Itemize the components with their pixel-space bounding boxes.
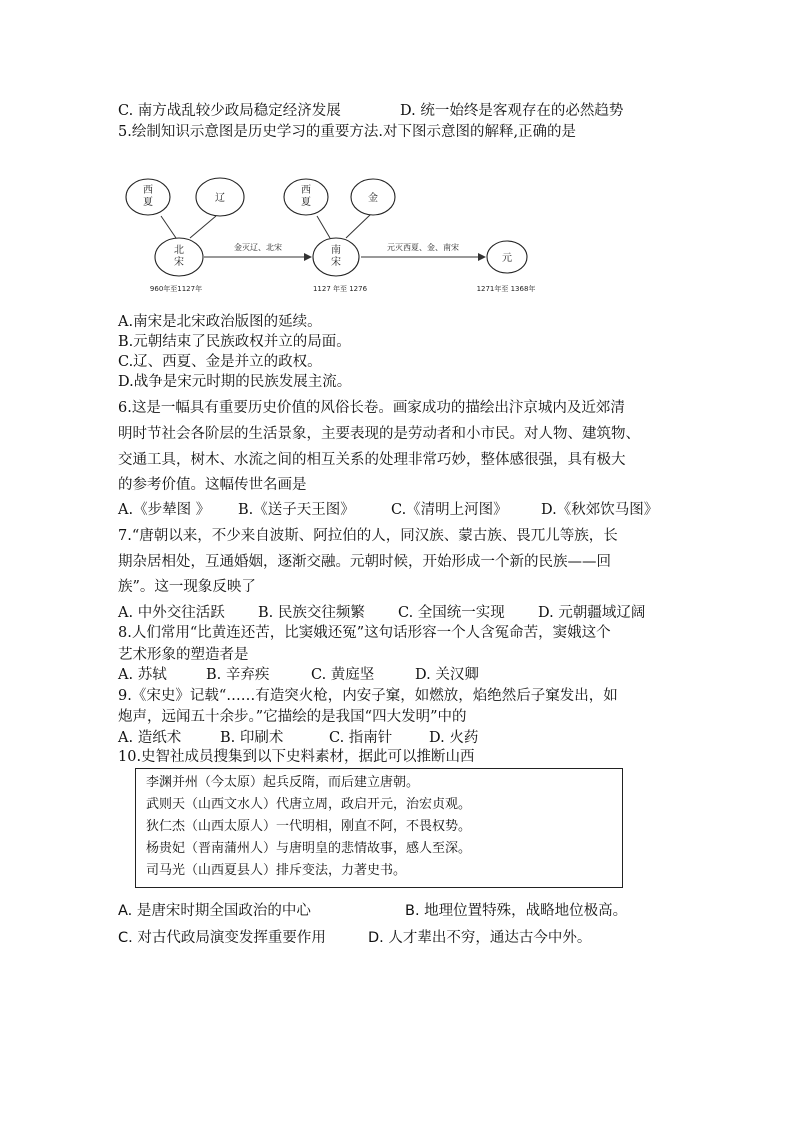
date-label-1: 960年至1127年: [149, 285, 203, 293]
q8-line-2: 艺术形象的塑造者是: [118, 647, 249, 663]
date-label-3: 1271年至 1368年: [476, 285, 536, 293]
source-material-box: [135, 768, 623, 888]
node-xixia-2: [284, 179, 328, 215]
q9-option-b: B. 印刷术: [220, 730, 284, 746]
q7-line-3: 族”。这一现象反映了: [118, 579, 256, 595]
q9-line-2: 炮声，远闻五十余步。”它描绘的是我国“四大发明”中的: [118, 709, 467, 725]
arrow-label-2: 元灭西夏、金、南宋: [387, 243, 459, 252]
q9-option-c: C. 指南针: [329, 730, 393, 746]
q5-stem: 5.绘制知识示意图是历史学习的重要方法.对下图示意图的解释,正确的是: [118, 124, 577, 140]
q6-option-a: A.《步辇图 》: [118, 502, 211, 518]
node-yuan-label: 元: [502, 253, 512, 264]
q6-line-2: 明时节社会各阶层的生活景象，主要表现的是劳动者和小市民。对人物、建筑物、: [118, 426, 640, 442]
node-jin-label: 金: [368, 193, 378, 204]
q7-option-d: D. 元朝疆域辽阔: [538, 605, 646, 621]
q6-option-d: D.《秋郊饮马图》: [541, 502, 659, 518]
q10-stem: 10.史智社成员搜集到以下史料素材，据此可以推断山西: [118, 749, 475, 765]
node-nansong-label-a: 南: [331, 245, 341, 256]
node-yuan: [487, 241, 527, 273]
node-beisong: [155, 238, 203, 276]
q10-option-c: C. 对古代政局演变发挥重要作用: [118, 930, 326, 946]
node-xixia-1: [126, 179, 170, 215]
q8-option-b: B. 辛弃疾: [206, 667, 270, 683]
q9-option-d: D. 火药: [429, 730, 479, 746]
q7-option-c: C. 全国统一实现: [398, 605, 505, 621]
node-nansong: [313, 238, 359, 276]
q10-option-d: D. 人才辈出不穷，通达古今中外。: [368, 930, 592, 946]
source-line-5: 司马光（山西夏县人）排斥变法，力著史书。: [146, 863, 407, 878]
q6-option-c: C.《清明上河图》: [391, 502, 508, 518]
q10-option-b: B. 地理位置特殊，战略地位极高。: [405, 903, 628, 919]
q9-line-1: 9.《宋史》记载“……有造突火枪，内安子窠，如燃放，焰绝然后子窠发出，如: [118, 688, 618, 704]
q7-line-1: 7.“唐朝以来，不少来自波斯、阿拉伯的人，同汉族、蒙古族、畏兀儿等族，长: [118, 528, 618, 544]
date-label-2: 1127 年至 1276: [312, 285, 368, 293]
q6-line-1: 6.这是一幅具有重要历史价值的风俗长卷。画家成功的描绘出汴京城内及近郊清: [118, 400, 625, 416]
prev-option-d: D. 统一始终是客观存在的必然趋势: [400, 103, 624, 119]
prev-option-c: C. 南方战乱较少政局稳定经济发展: [118, 103, 341, 119]
node-nansong-label-b: 宋: [331, 257, 341, 268]
q8-option-a: A. 苏轼: [118, 667, 167, 683]
q7-option-b: B. 民族交往频繁: [258, 605, 365, 621]
q5-option-a: A.南宋是北宋政治版图的延续。: [118, 314, 322, 330]
q5-option-c: C.辽、西夏、金是并立的政权。: [118, 354, 322, 370]
node-xixia-2-label-b: 夏: [301, 197, 311, 208]
q8-option-d: D. 关汉卿: [415, 667, 479, 683]
q6-line-3: 交通工具，树木、水流之间的相互关系的处理非常巧妙，整体感很强，具有极大: [118, 452, 626, 468]
arrow-label-1: 金灭辽、北宋: [234, 243, 282, 252]
source-line-1: 李渊并州（今太原）起兵反隋，而后建立唐朝。: [146, 775, 420, 790]
source-line-2: 武则天（山西文水人）代唐立周，政启开元，治宏贞观。: [146, 797, 472, 812]
q8-line-1: 8.人们常用“比黄连还苦，比窦娥还冤”这句话形容一个人含冤命苦，窦娥这个: [118, 625, 611, 641]
q7-option-a: A. 中外交往活跃: [118, 605, 225, 621]
q9-option-a: A. 造纸术: [118, 730, 182, 746]
q7-line-2: 期杂居相处，互通婚姻，逐渐交融。元朝时候，开始形成一个新的民族——回: [118, 554, 611, 570]
dynasty-diagram: [118, 170, 558, 300]
q6-line-4: 的参考价值。这幅传世名画是: [118, 477, 307, 493]
node-liao: [196, 178, 244, 216]
q8-option-c: C. 黄庭坚: [311, 667, 375, 683]
node-liao-label: 辽: [215, 193, 225, 204]
node-beisong-label-b: 宋: [174, 257, 184, 268]
source-line-4: 杨贵妃（晋南蒲州人）与唐明皇的悲情故事，感人至深。: [146, 841, 472, 856]
source-line-3: 狄仁杰（山西太原人）一代明相，刚直不阿，不畏权势。: [146, 819, 472, 834]
node-beisong-label-a: 北: [174, 245, 184, 256]
q6-option-b: B.《送子天王图》: [238, 502, 355, 518]
q10-option-a: A. 是唐宋时期全国政治的中心: [118, 903, 311, 919]
node-jin: [351, 179, 395, 215]
q5-option-d: D.战争是宋元时期的民族发展主流。: [118, 374, 352, 390]
node-xixia-2-label-a: 西: [301, 185, 311, 196]
node-xixia-1-label-a: 西: [143, 185, 153, 196]
q5-option-b: B.元朝结束了民族政权并立的局面。: [118, 334, 351, 350]
node-xixia-1-label-b: 夏: [143, 197, 153, 208]
